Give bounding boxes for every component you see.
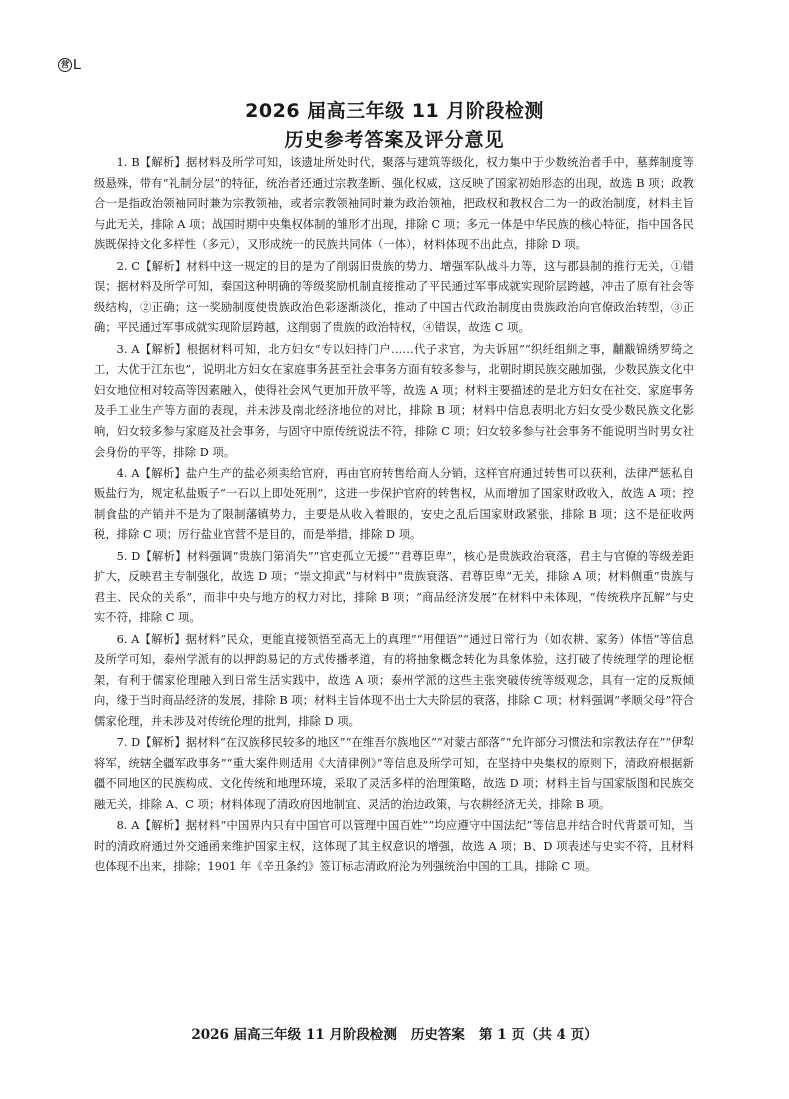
logo-seal-icon: 营 [58, 58, 72, 72]
answer-item-7: 7. D【解析】据材料“在汉族移民较多的地区”“在维吾尔族地区”“对蒙古部落”“允许部分习惯法和宗教法存在”“伊犁将军，统辖全疆军政事务”“重大案件则适用《大清律例》”等信息及所学可知，在坚持中央集权的原则下，清政府根据新疆不同地区的民族构成、文化传统和地理环境，采取了灵活多样的治理策略，故选 D 项；材料主旨与国家版图和民族交融无关，排除 A、C 项；材料体现了清政府因地制宜、灵活的治边政策，与农耕经济无关，排除 B 项。 [94, 736, 694, 811]
answer-item-1: 1. B【解析】据材料及所学可知，该遗址所处时代，聚落与建筑等级化，权力集中于少数统治者手中，墓葬制度等级悬殊，带有“礼制分层”的特征，统治者还通过宗教垄断、强化权威，这反映了国家初始形态的出现，故选 B 项；政教合一是指政治领袖同时兼为宗教领袖，或者宗教领袖同时兼为政治领袖，把政权和教权合二为一的政治制度，材料主旨与此无关，排除 A 项；战国时期中央集权体制的雏形才出现，排除 C 项；多元一体是中华民族的核心特征，指中国各民族既保持文化多样性（多元），又形成统一的民族共同体（一体），材料体现不出此点，排除 D 项。 [94, 156, 694, 252]
answer-item-4: 4. A【解析】盐户生产的盐必须卖给官府，再由官府转售给商人分销，这样官府通过转售可以获利，法律严惩私自贩盐行为，规定私盐贩子“一石以上即处死刑”，这进一步保护官府的转售权，从而增加了国家财政收入，故选 A 项；控制食盐的产销并不是为了限制藩镇势力，主要是从收入着眼的，安史之乱后国家财政紧张，排除 B 项；这不是征收两税，排除 C 项；厉行盐业官营不是目的，而是举措，排除 D 项。 [94, 466, 694, 542]
document-title: 2026 届高三年级 11 月阶段检测 [245, 100, 544, 122]
publisher-logo [58, 56, 81, 73]
answer-item-2: 2. C【解析】材料中这一规定的目的是为了削弱旧贵族的势力、增强军队战斗力等，这与郡县制的推行无关，①错误；据材料及所学可知，秦国这种明确的等级奖励机制直接推动了平民通过军事成就实现阶层跨越，冲击了原有社会等级结构，②正确；这一奖励制度使贵族政治色彩逐渐淡化，推动了中国古代政治制度由贵族政治向官僚政治转型，③正确；平民通过军事成就实现阶层跨越，这削弱了贵族的政治特权，④错误，故选 C 项。 [94, 259, 694, 335]
page-footer: 2026 届高三年级 11 月阶段检测 历史答案 第 1 页（共 4 页） [191, 1027, 598, 1043]
answer-item-8: 8. A【解析】据材料“中国界内只有中国官可以管理中国百姓”“均应遵守中国法纪”等信息并结合时代背景可知，当时的清政府通过外交通函来维护国家主权，这体现了其主权意识的增强，故选 A 项；B、D 项表述与史实不符，且材料也体现不出来，排除；1901 年《辛丑条约》签订标志清政府沦为列强统治中国的工具，排除 C 项。 [94, 819, 694, 874]
answer-item-5: 5. D【解析】材料强调“贵族门第消失”“官吏孤立无援”“君尊臣卑”，核心是贵族政治衰落，君主与官僚的等级差距扩大，反映君主专制强化，故选 D 项；“崇文抑武”与材料中“贵族衰落、君尊臣卑”无关，排除 A 项；材料侧重“贵族与君主、民众的关系”，而非中央与地方的权力对比，排除 B 项；“商品经济发展”在材料中未体现，“传统秩序瓦解”与史实不符，排除 C 项。 [94, 549, 694, 625]
document-subtitle: 历史参考答案及评分意见 [284, 129, 505, 151]
logo-text: L [73, 56, 82, 73]
answer-list [94, 153, 694, 879]
answer-item-6: 6. A【解析】据材料“民众，更能直接领悟至高无上的真理”“用俚语”“通过日常行为（如农耕、家务）体悟”等信息及所学可知，泰州学派有的以押韵易记的方式传播孝道，有的将抽象概念转化为具象体验，这打破了传统理学的理论框架，有利于儒家伦理融入到日常生活实践中，故选 A 项；泰州学派的这些主张突破传统等级观念，具有一定的反叛倾向，缘于当时商品经济的发展，排除 B 项；材料主旨体现不出士大夫阶层的衰落，排除 C 项；材料强调“孝顺父母”符合儒家伦理，并未涉及对传统伦理的批判，排除 D 项。 [94, 632, 694, 728]
answer-item-3: 3. A【解析】根据材料可知，北方妇女“专以妇持门户……代子求官，为夫诉屈”“织纴组紃之事，黼黻锦绣罗绮之工，大优于江东也”，说明北方妇女在家庭事务甚至社会事务方面有较多参与，北朝时期民族交融加强，少数民族文化中妇女地位相对较高等因素融入，使得社会风气更加开放平等，故选 A 项；材料主要描述的是北方妇女在社交、家庭事务及手工业生产等方面的表现，并未涉及南北经济地位的对比，排除 B 项；材料中信息表明北方妇女受少数民族文化影响，妇女较多参与家庭及社会事务，与固守中原传统说法不符，排除 C 项；妇女较多参与社会事务不能说明当时男女社会身份的平等，排除 D 项。 [94, 342, 694, 459]
